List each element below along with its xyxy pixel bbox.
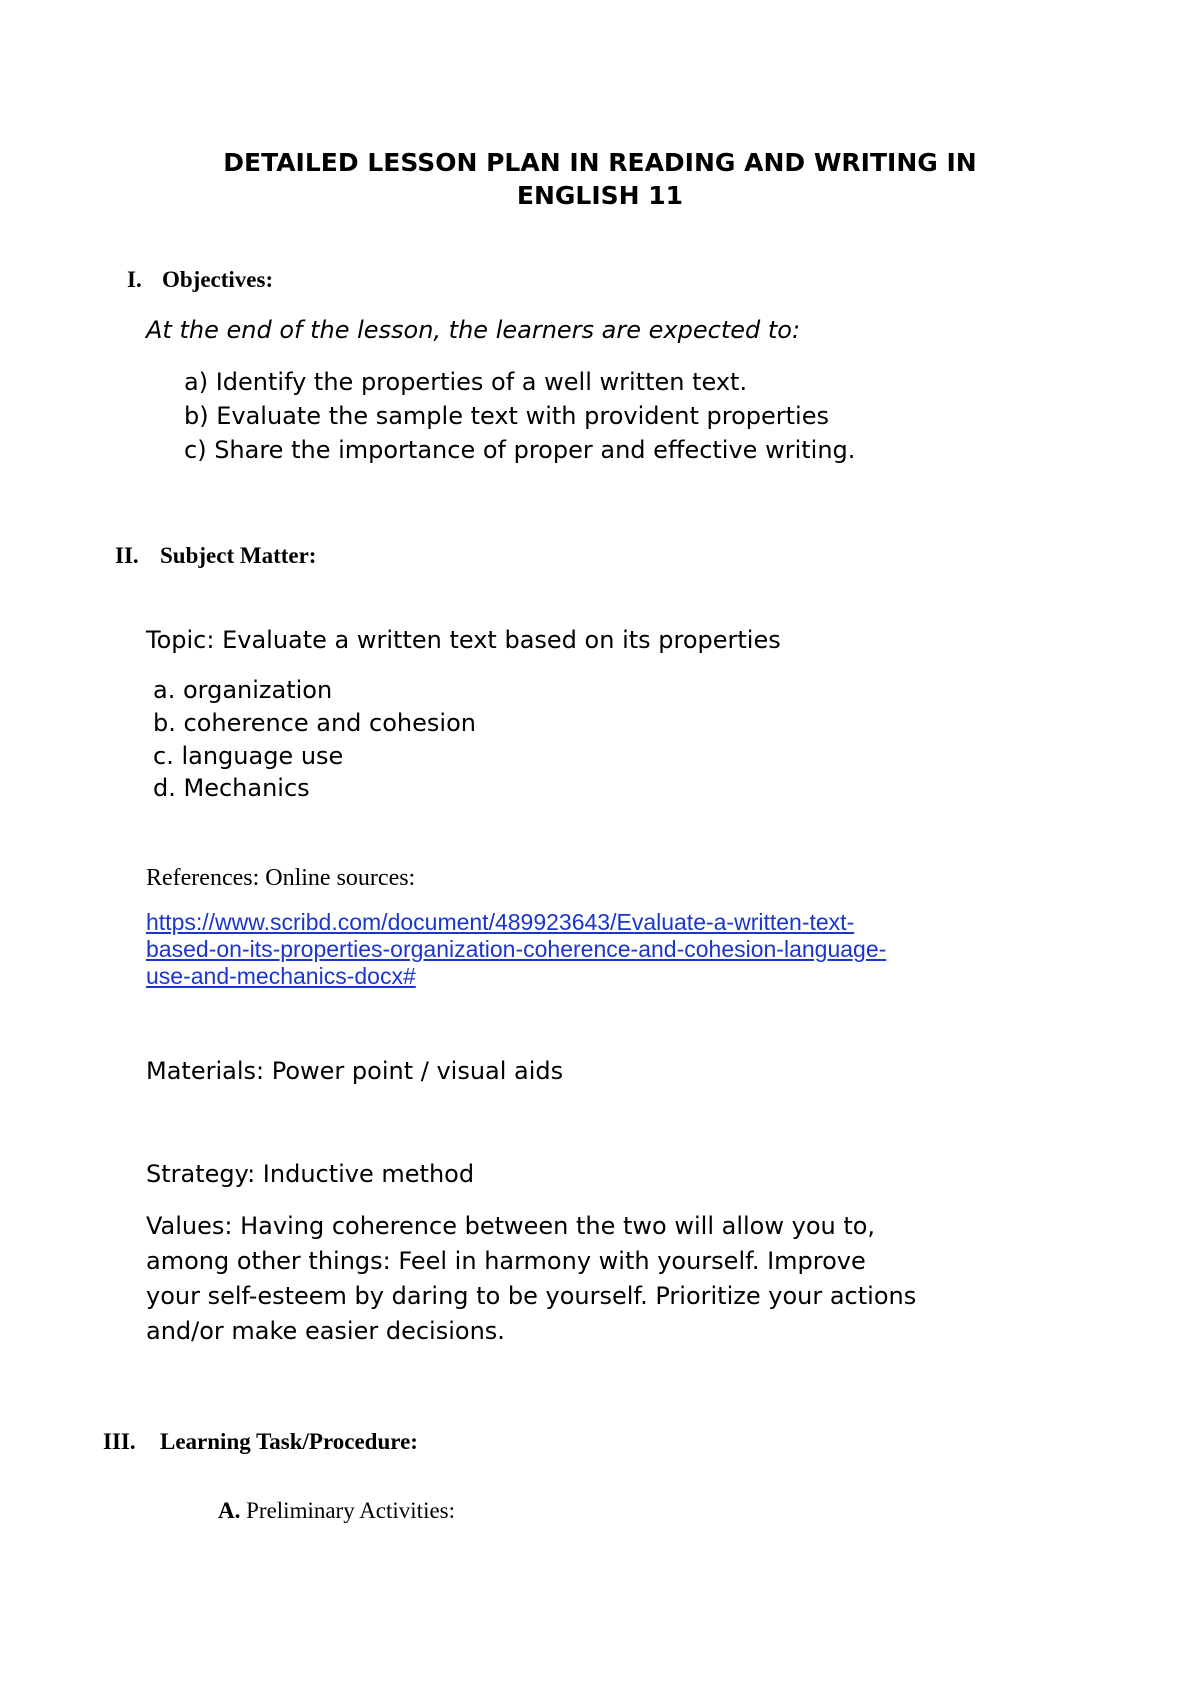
objectives-intro: At the end of the lesson, the learners are expected to:: [146, 316, 801, 344]
objective-item-c: c) Share the importance of proper and effective writing.: [184, 436, 856, 464]
subject-matter-numeral: II.: [115, 543, 139, 568]
topic-text: Topic: Evaluate a written text based on its properties: [146, 626, 781, 654]
values-line-2: among other things: Feel in harmony with yourself. Improve: [146, 1247, 866, 1275]
reference-link-line-3[interactable]: use-and-mechanics-docx#: [146, 963, 416, 989]
values-line-1: Values: Having coherence between the two will allow you to,: [146, 1212, 876, 1240]
preliminary-heading: Preliminary Activities:: [246, 1498, 456, 1523]
materials-text: Materials: Power point / visual aids: [146, 1057, 564, 1085]
objectives-numeral: I.: [127, 267, 142, 292]
topic-item-d: d. Mechanics: [153, 774, 310, 802]
learning-task-numeral: III.: [103, 1429, 136, 1454]
reference-link[interactable]: [146, 909, 886, 990]
topic-item-b: b. coherence and cohesion: [153, 709, 476, 737]
title-line-1: DETAILED LESSON PLAN IN READING AND WRITING IN: [223, 148, 977, 177]
topic-item-a: a. organization: [153, 676, 333, 704]
document-title: [0, 146, 1200, 212]
objectives-heading: Objectives:: [162, 267, 274, 292]
title-line-2: ENGLISH 11: [516, 181, 684, 210]
values-line-4: and/or make easier decisions.: [146, 1317, 505, 1345]
learning-task-heading: Learning Task/Procedure:: [160, 1429, 418, 1454]
reference-link-line-1[interactable]: https://www.scribd.com/document/489923643/Evaluate-a-written-text-: [146, 909, 855, 935]
preliminary-letter: A.: [218, 1498, 241, 1523]
references-label: References: Online sources:: [146, 865, 416, 891]
objective-item-a: a) Identify the properties of a well written text.: [184, 368, 748, 396]
strategy-text: Strategy: Inductive method: [146, 1160, 475, 1188]
preliminary-activities: [218, 1498, 455, 1524]
reference-link-line-2[interactable]: based-on-its-properties-organization-coherence-and-cohesion-language-: [146, 936, 887, 962]
subject-matter-heading: Subject Matter:: [160, 543, 317, 568]
values-line-3: your self-esteem by daring to be yourself. Prioritize your actions: [146, 1282, 917, 1310]
objective-item-b: b) Evaluate the sample text with provident properties: [184, 402, 829, 430]
topic-item-c: c. language use: [153, 742, 344, 770]
